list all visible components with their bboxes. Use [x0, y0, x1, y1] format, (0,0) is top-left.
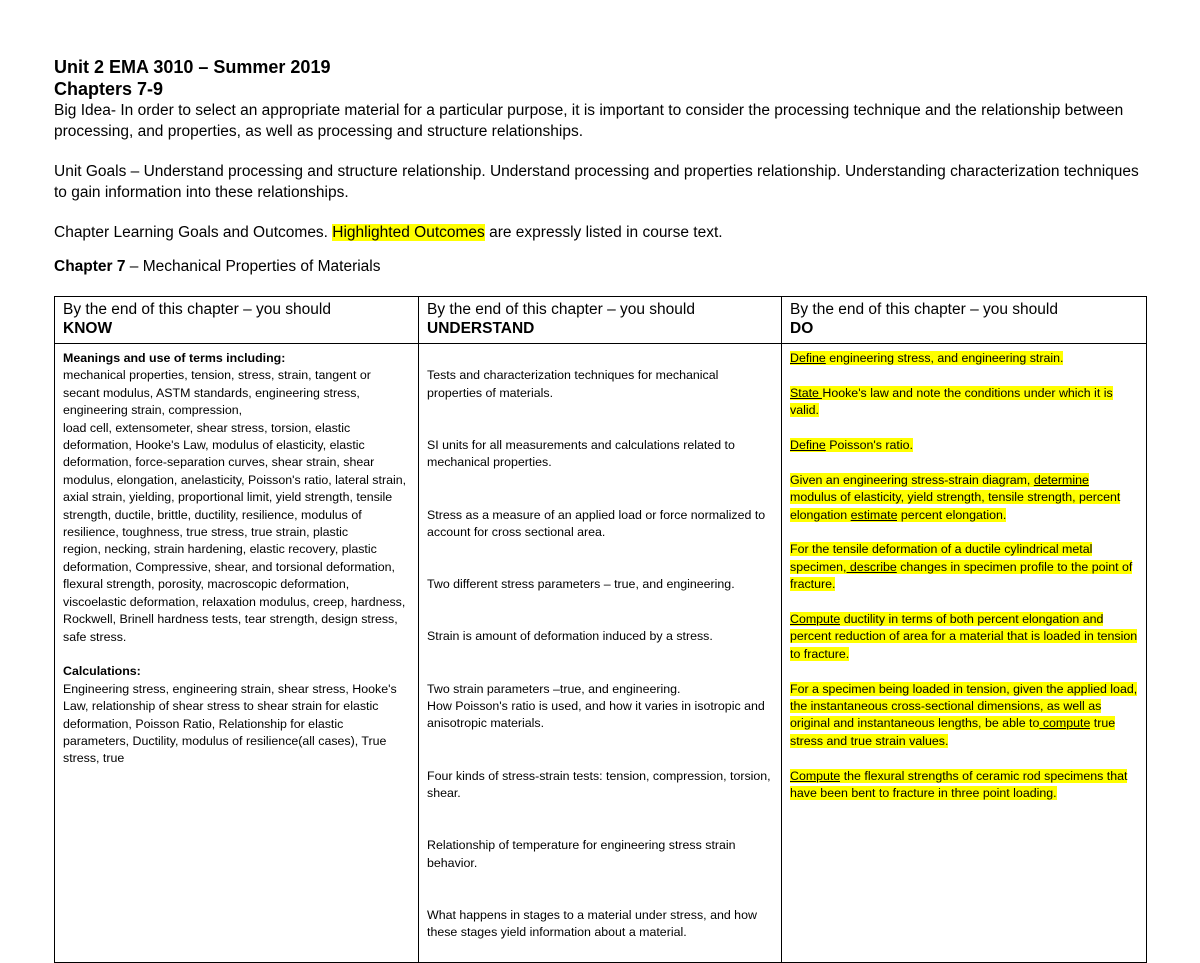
- do-item-text: For a specimen being loaded in tension, given the applied load, the instantaneous cross-sectional dimensions, as well as original and instantaneous lengths, be able to: [790, 681, 1138, 731]
- column-intro: By the end of this chapter – you should: [790, 301, 1058, 318]
- terms-list: mechanical properties, tension, stress, strain, tangent or secant modulus, ASTM standards, engineering stress, engineering strain, compression, load cell, extensometer, shear stress, torsion, elastic deformation, Hooke's Law, modulus of elasticity, elastic deformation, force-separation curves, shear strain, shear modulus, elongation, anelasticity, Poisson's ratio, lateral strain, axial strain, yielding, proportional limit, yield strength, tensile strength, ductile, brittle, ductility, resilience, modulus of resilience, toughness, true stress, true strain, plastic region, necking, strain hardening, elastic recovery, plastic deformation, Compressive, shear, and torsional deformation, flexural strength, porosity, macroscopic deformation, viscoelastic deformation, relaxation modulus, creep, hardness, Rockwell, Brinell hardness tests, tear strength, design stress, safe stress.: [63, 368, 407, 644]
- chapter-heading: [54, 256, 1146, 277]
- understand-item: SI units for all measurements and calculations related to mechanical properties.: [427, 438, 735, 470]
- table-header-row: [55, 297, 1147, 344]
- know-cell: [55, 344, 419, 963]
- do-item-text: percent elongation.: [897, 507, 1007, 522]
- learning-goals-table: [54, 296, 1147, 963]
- calculations-list: Engineering stress, engineering strain, shear stress, Hooke's Law, relationship of shear stress to shear strain for elastic deformation, Poisson Ratio, Relationship for elastic parameters, Ductility, modulus of resilience(all cases), True stress, true: [63, 681, 397, 766]
- do-item-verb: , describe: [843, 559, 897, 574]
- do-item-text: engineering stress, and engineering strain.: [825, 351, 1064, 365]
- do-item-verb: compute: [1039, 716, 1091, 731]
- do-item-text: the flexural strengths of ceramic rod specimens that have been bent to fracture in three point loading.: [790, 768, 1128, 801]
- do-item: [790, 437, 1138, 454]
- understand-item: Relationship of temperature for engineering stress strain behavior.: [427, 838, 736, 870]
- understand-item: Four kinds of stress-strain tests: tension, compression, torsion, shear.: [427, 768, 771, 801]
- do-item-text: changes in specimen profile to the point of fracture.: [790, 559, 1133, 592]
- calculations-heading: Calculations:: [63, 664, 141, 679]
- understand-cell: [419, 344, 782, 963]
- understand-item: Two different stress parameters – true, and engineering.: [427, 577, 735, 592]
- do-item: [790, 541, 1138, 593]
- do-item: [790, 681, 1138, 751]
- understand-item: Tests and characterization techniques for mechanical properties of materials.: [427, 368, 719, 400]
- understand-item: Two strain parameters –true, and engineering. How Poisson's ratio is used, and how it varies in isotropic and anisotropic materials.: [427, 681, 765, 731]
- do-item: [790, 385, 1138, 420]
- do-item-verb: estimate: [850, 507, 898, 522]
- understand-item: What happens in stages to a material under stress, and how these stages yield information about a material.: [427, 907, 757, 940]
- do-item-text: ductility in terms of both percent elongation and percent reduction of area for a material that is loaded in tension to fracture.: [790, 612, 1138, 661]
- chapter-label: Chapter 7: [54, 258, 126, 275]
- do-cell: [782, 344, 1147, 963]
- column-header-know: [55, 297, 419, 344]
- highlighted-outcomes-label: Highlighted Outcomes: [332, 224, 485, 241]
- do-item-text: Poisson's ratio.: [825, 438, 913, 452]
- understand-item: Strain is amount of deformation induced by a stress.: [427, 629, 713, 644]
- do-item-verb: Define: [790, 438, 826, 452]
- learning-goals-suffix: are expressly listed in course text.: [484, 224, 723, 241]
- table-body-row: [55, 344, 1147, 963]
- do-item-verb: Compute: [790, 612, 841, 627]
- column-header-do: [782, 297, 1147, 344]
- do-item-verb: State: [790, 385, 823, 400]
- do-item-verb: determine: [1033, 472, 1089, 487]
- column-header-understand: [419, 297, 782, 344]
- do-item-text: Hooke's law and note the conditions under which it is valid.: [790, 385, 1113, 418]
- do-item: [790, 611, 1138, 663]
- document: [54, 56, 1146, 277]
- chapter-title: – Mechanical Properties of Materials: [125, 258, 381, 275]
- do-item-text: true stress and true strain values.: [790, 716, 1116, 748]
- chapters-title: Chapters 7-9: [54, 79, 164, 99]
- terms-heading: Meanings and use of terms including:: [63, 351, 286, 365]
- do-item-verb: Compute: [790, 768, 841, 783]
- do-item: [790, 768, 1138, 803]
- do-item-verb: Define: [790, 351, 826, 365]
- learning-goals-line: [54, 222, 1146, 243]
- do-item: [790, 472, 1138, 524]
- column-label-know: KNOW: [63, 320, 113, 337]
- column-label-do: DO: [790, 320, 814, 337]
- do-item-text: Given an engineering stress-strain diagram,: [790, 472, 1034, 487]
- understand-item: Stress as a measure of an applied load or force normalized to account for cross sectional area.: [427, 507, 766, 540]
- big-idea: Big Idea- In order to select an appropriate material for a particular purpose, it is important to consider the processing technique and the relationship between processing, and properties, as well as processing and structure relationships.: [54, 102, 1124, 140]
- do-item-text: For the tensile deformation of a ductile cylindrical metal specimen: [790, 542, 1093, 574]
- unit-title: Unit 2 EMA 3010 – Summer 2019: [54, 57, 331, 77]
- do-item-text: modulus of elasticity, yield strength, tensile strength, percent elongation: [790, 490, 1121, 522]
- column-intro: By the end of this chapter – you should: [427, 301, 695, 318]
- learning-goals-intro: Chapter Learning Goals and Outcomes.: [54, 224, 333, 241]
- column-label-understand: UNDERSTAND: [427, 320, 535, 337]
- column-intro: By the end of this chapter – you should: [63, 301, 331, 318]
- unit-goals: Unit Goals – Understand processing and structure relationship. Understand processing and properties relationship. Understanding characterization techniques to gain information into these relationships.: [54, 163, 1139, 201]
- do-item: [790, 350, 1138, 367]
